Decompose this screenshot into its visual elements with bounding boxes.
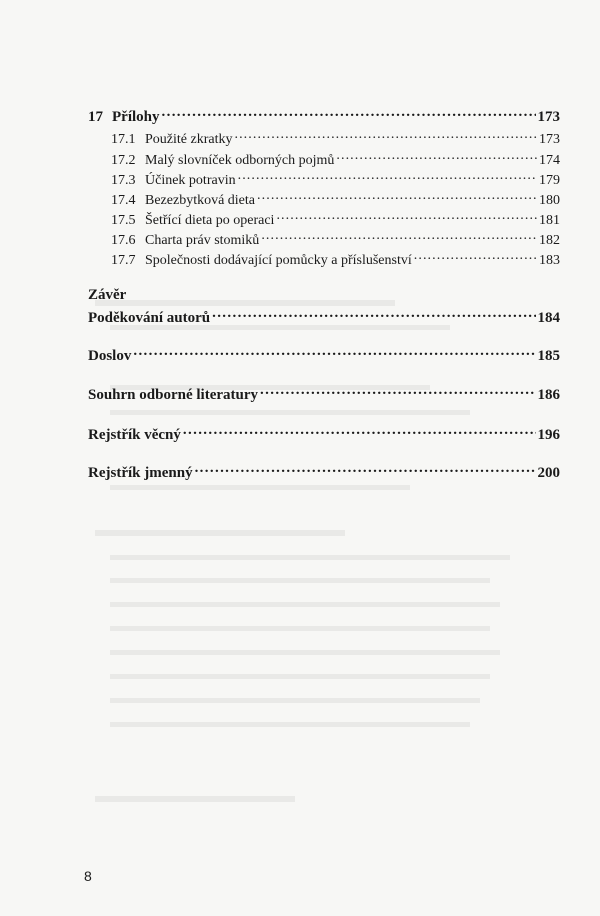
subsection-number: 17.4: [111, 193, 136, 208]
leader-dots: [257, 190, 537, 204]
leader-dots: [260, 384, 535, 399]
subsection-title: Účinek potravin: [145, 173, 236, 188]
subsection-page: 182: [539, 233, 560, 248]
subsection-page: 183: [539, 253, 560, 268]
subsection-page: 179: [539, 173, 560, 188]
toc-entry: [88, 384, 560, 404]
section-heading-zaver: Závěr: [88, 287, 127, 303]
leader-dots: [195, 462, 536, 477]
subsection-title: Bezezbytková dieta: [145, 193, 256, 208]
toc-entry: [88, 424, 560, 444]
subsection-title: Společnosti dodávající pomůcky a příslušenství: [145, 253, 412, 268]
toc-subsection: [111, 190, 560, 209]
entry-title: Poděkování autorů: [88, 310, 211, 326]
toc-chapter-17: [88, 106, 560, 126]
entry-page: 185: [537, 348, 560, 364]
entry-title: Souhrn odborné literatury: [88, 387, 259, 403]
subsection-page: 180: [539, 193, 560, 208]
subsection-title: Šetřící dieta po operaci: [145, 213, 275, 228]
entry-title: Rejstřík jmenný: [88, 465, 193, 481]
chapter-title: Přílohy: [112, 109, 160, 125]
entry-title: Doslov: [88, 348, 132, 364]
subsection-number: 17.5: [111, 213, 136, 228]
entry-page: 186: [537, 387, 560, 403]
subsection-title: Malý slovníček odborných pojmů: [145, 153, 335, 168]
leader-dots: [162, 106, 536, 121]
page-number: 8: [84, 868, 92, 884]
entry-title: Rejstřík věcný: [88, 427, 181, 443]
leader-dots: [183, 424, 536, 439]
subsection-title: Charta práv stomiků: [145, 233, 260, 248]
leader-dots: [238, 170, 537, 184]
toc-subsection: [111, 150, 560, 169]
subsection-page: 181: [539, 213, 560, 228]
subsection-number: 17.3: [111, 173, 136, 188]
leader-dots: [234, 129, 537, 143]
toc-entry: [88, 307, 560, 327]
leader-dots: [276, 210, 537, 224]
subsection-page: 174: [539, 153, 560, 168]
toc-subsection: [111, 210, 560, 229]
toc-subsection: [111, 129, 560, 148]
subsection-number: 17.2: [111, 153, 136, 168]
leader-dots: [336, 150, 537, 164]
subsection-page: 173: [539, 132, 560, 147]
chapter-page: 173: [537, 109, 560, 125]
toc-entry: [88, 345, 560, 365]
toc-entry: [88, 462, 560, 482]
entry-page: 200: [537, 465, 560, 481]
chapter-number: 17: [88, 109, 103, 125]
toc-subsection: [111, 250, 560, 269]
toc-subsection: [111, 230, 560, 249]
toc-subsection: [111, 170, 560, 189]
entry-page: 196: [537, 427, 560, 443]
leader-dots: [212, 307, 535, 322]
entry-page: 184: [537, 310, 560, 326]
subsection-number: 17.6: [111, 233, 136, 248]
subsection-number: 17.7: [111, 253, 136, 268]
leader-dots: [414, 250, 537, 264]
subsection-number: 17.1: [111, 132, 136, 147]
subsection-title: Použité zkratky: [145, 132, 233, 147]
leader-dots: [261, 230, 537, 244]
leader-dots: [133, 345, 535, 360]
